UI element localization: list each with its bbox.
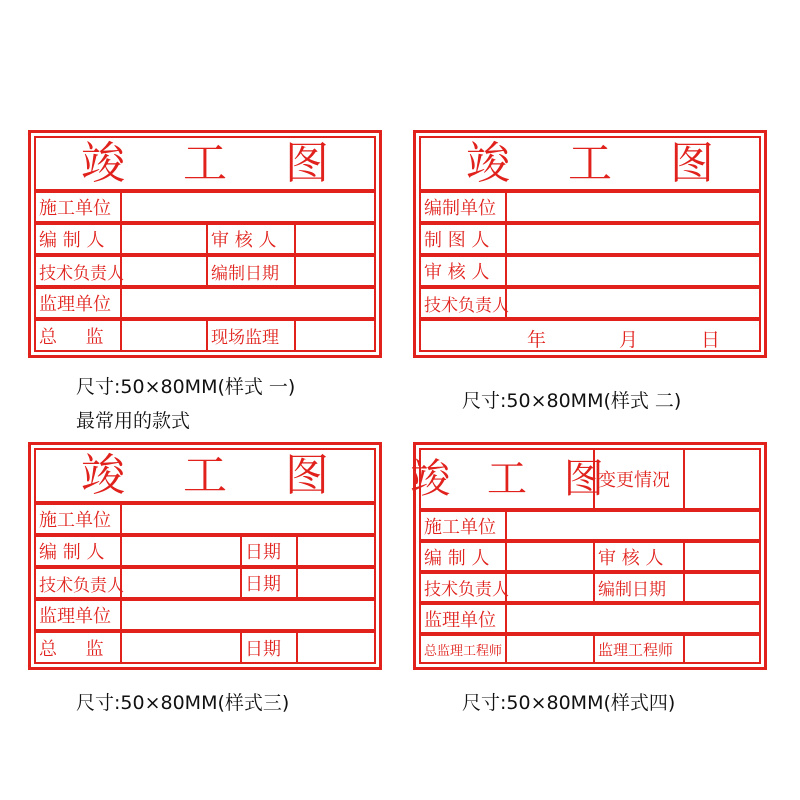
drafter-row bbox=[419, 223, 761, 255]
label-date: 日期 bbox=[242, 569, 298, 597]
label-supervision-engineer: 监理工程师 bbox=[595, 636, 685, 662]
field-technical-lead bbox=[122, 569, 242, 597]
label-compiler: 编 制 人 bbox=[36, 225, 122, 253]
chief-engineer-row bbox=[419, 634, 761, 664]
technical-lead-row bbox=[419, 287, 761, 319]
month-label: 月 bbox=[619, 329, 639, 351]
label-compile-unit: 编制单位 bbox=[421, 193, 507, 221]
stamp-title: 竣 工 图 bbox=[466, 137, 736, 189]
label-chief-supervision-engineer: 总监理工程师 bbox=[421, 636, 507, 662]
label-change-status: 变更情况 bbox=[595, 450, 685, 508]
caption-style-2: 尺寸:50×80MM(样式 二) bbox=[462, 390, 682, 412]
label-chief-supervisor: 总 监 bbox=[36, 633, 122, 662]
title-row bbox=[410, 448, 761, 510]
year-label: 年 bbox=[527, 329, 547, 351]
title-row bbox=[419, 136, 761, 191]
field-chief-supervision-engineer bbox=[507, 636, 595, 662]
stamp-title: 竣 工 图 bbox=[81, 449, 351, 501]
compile-unit-row bbox=[419, 191, 761, 223]
stamp-style-3 bbox=[28, 442, 382, 670]
label-compiler: 编 制 人 bbox=[36, 537, 122, 565]
field-chief-supervisor bbox=[122, 633, 242, 662]
caption-style-4: 尺寸:50×80MM(样式四) bbox=[462, 692, 676, 714]
construction-unit-row bbox=[419, 510, 761, 541]
compiler-row bbox=[34, 535, 376, 567]
label-compile-date: 编制日期 bbox=[208, 257, 296, 285]
label-technical-lead: 技术负责人 bbox=[36, 257, 122, 285]
supervision-unit-row bbox=[34, 287, 376, 319]
chief-supervisor-row bbox=[34, 319, 376, 352]
label-compiler: 编 制 人 bbox=[421, 543, 507, 570]
reviewer-row bbox=[419, 255, 761, 287]
label-construction-unit: 施工单位 bbox=[36, 193, 122, 221]
compiler-row bbox=[419, 541, 761, 572]
stamp-style-4 bbox=[410, 442, 767, 670]
label-site-supervision: 现场监理 bbox=[208, 321, 296, 350]
label-date: 日期 bbox=[242, 633, 298, 662]
chief-supervisor-row bbox=[34, 631, 376, 664]
stamp-title: 竣 工 图 bbox=[410, 456, 616, 502]
label-technical-lead: 技术负责人 bbox=[36, 569, 122, 597]
stamp-style-1 bbox=[28, 130, 382, 358]
compiler-row bbox=[34, 223, 376, 255]
caption-style-3: 尺寸:50×80MM(样式三) bbox=[76, 692, 290, 714]
construction-unit-row bbox=[34, 191, 376, 223]
field-compiler bbox=[122, 225, 208, 253]
field-technical-lead bbox=[122, 257, 208, 285]
caption-style-1: 尺寸:50×80MM(样式 一) bbox=[76, 376, 296, 398]
technical-lead-row bbox=[34, 255, 376, 287]
supervision-unit-row bbox=[34, 599, 376, 631]
label-technical-lead: 技术负责人 bbox=[421, 289, 507, 317]
label-supervision-unit: 监理单位 bbox=[36, 289, 122, 317]
label-supervision-unit: 监理单位 bbox=[36, 601, 122, 629]
day-label: 日 bbox=[701, 329, 721, 351]
date-row bbox=[419, 319, 761, 352]
label-date: 日期 bbox=[242, 537, 298, 565]
stamp-title: 竣 工 图 bbox=[81, 137, 351, 189]
label-technical-lead: 技术负责人 bbox=[421, 574, 507, 601]
construction-unit-row bbox=[34, 503, 376, 535]
supervision-unit-row bbox=[419, 603, 761, 634]
label-reviewer: 审 核 人 bbox=[208, 225, 296, 253]
title-row bbox=[34, 136, 376, 191]
technical-lead-row bbox=[34, 567, 376, 599]
label-construction-unit: 施工单位 bbox=[36, 505, 122, 533]
label-drafter: 制 图 人 bbox=[421, 225, 507, 253]
label-construction-unit: 施工单位 bbox=[421, 512, 507, 539]
technical-lead-row bbox=[419, 572, 761, 603]
label-supervision-unit: 监理单位 bbox=[421, 605, 507, 632]
field-compiler bbox=[122, 537, 242, 565]
stamp-style-2 bbox=[413, 130, 767, 358]
field-compiler bbox=[507, 543, 595, 570]
label-compile-date: 编制日期 bbox=[595, 574, 685, 601]
title-cell bbox=[410, 450, 616, 508]
label-reviewer: 审 核 人 bbox=[421, 257, 507, 285]
title-row bbox=[34, 448, 376, 503]
field-chief-supervisor bbox=[122, 321, 208, 350]
field-technical-lead bbox=[507, 574, 595, 601]
label-reviewer: 审 核 人 bbox=[595, 543, 685, 570]
label-chief-supervisor: 总 监 bbox=[36, 321, 122, 350]
note-most-common: 最常用的款式 bbox=[76, 410, 191, 432]
